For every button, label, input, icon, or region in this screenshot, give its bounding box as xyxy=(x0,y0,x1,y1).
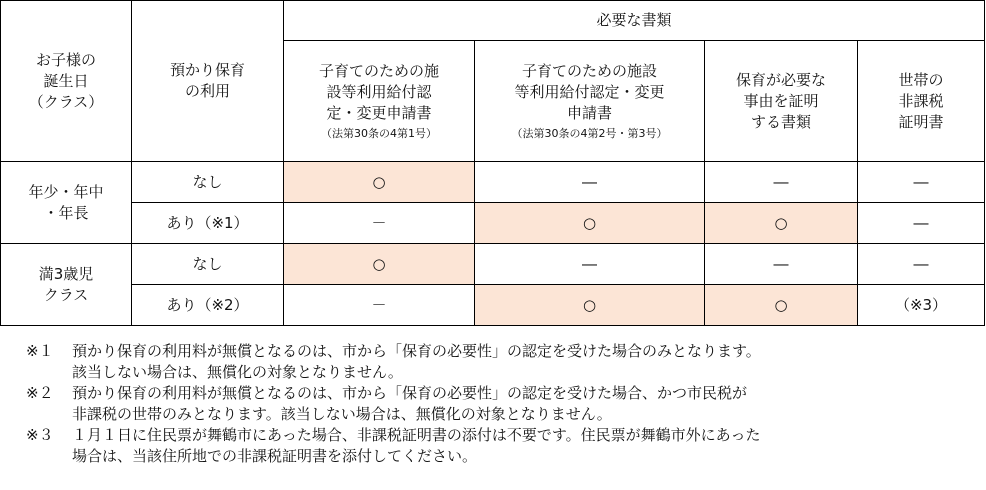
footnote-text: 預かり保育の利用料が無償となるのは、市から「保育の必要性」の認定を受けた場合のみとなります。 該当しない場合は、無償化の対象となりません。 xyxy=(72,342,761,381)
header-doc-tax-exempt-certificate: 世帯の 非課税 証明書 xyxy=(858,41,985,162)
header-birthday-class: お子様の 誕生日 （クラス） xyxy=(1,1,132,162)
footnote-mark: ※２ xyxy=(26,384,54,402)
table-row xyxy=(1,285,985,326)
footnote-text: １月１日に住民票が舞鶴市にあった場合、非課税証明書の添付は不要です。住民票が舞鶴市外にあった 場合は、当該住所地での非課税証明書を添付してください。 xyxy=(72,426,761,465)
table-row xyxy=(1,162,985,203)
table-row xyxy=(1,244,985,285)
cell-doc2: ○ xyxy=(475,285,705,326)
cell-care: あり（※2） xyxy=(132,285,284,326)
footnote-2 xyxy=(26,383,976,425)
cell-doc1: ○ xyxy=(284,162,475,203)
cell-doc4: ― xyxy=(858,244,985,285)
cell-doc1: － xyxy=(284,203,475,244)
footnotes xyxy=(26,341,976,467)
header-doc-application-2 xyxy=(475,41,705,162)
cell-doc1: ○ xyxy=(284,244,475,285)
footnote-mark: ※１ xyxy=(26,342,54,360)
cell-doc3: ○ xyxy=(705,203,858,244)
header-doc-application-1-main: 子育てのための施 設等利用給付認 定・変更申請書 xyxy=(318,61,439,122)
cell-doc4: ― xyxy=(858,162,985,203)
cell-doc3: ― xyxy=(705,162,858,203)
header-required-documents: 必要な書類 xyxy=(284,1,985,41)
header-doc-application-2-main: 子育てのための施設 等利用給付認定・変更 申請書 xyxy=(514,61,665,122)
header-doc-care-need-proof: 保育が必要な 事由を証明 する書類 xyxy=(705,41,858,162)
cell-care: なし xyxy=(132,244,284,285)
group-label-man3: 満3歳児 クラス xyxy=(1,244,132,326)
group-label-nenshou: 年少・年中 ・年長 xyxy=(1,162,132,244)
cell-doc4: ― xyxy=(858,203,985,244)
cell-care: あり（※1） xyxy=(132,203,284,244)
cell-doc3: ○ xyxy=(705,285,858,326)
cell-doc3: ― xyxy=(705,244,858,285)
cell-doc2: ― xyxy=(475,244,705,285)
cell-care: なし xyxy=(132,162,284,203)
footnote-text: 預かり保育の利用料が無償となるのは、市から「保育の必要性」の認定を受けた場合、かつ市民税が 非課税の世帯のみとなります。該当しない場合は、無償化の対象となりません。 xyxy=(72,384,748,423)
header-doc-application-1 xyxy=(284,41,475,162)
cell-doc2: ○ xyxy=(475,203,705,244)
footnote-1 xyxy=(26,341,976,383)
footnote-mark: ※３ xyxy=(26,426,54,444)
footnote-3 xyxy=(26,425,976,467)
cell-doc2: ― xyxy=(475,162,705,203)
header-doc-application-2-sub: （法第30条の4第2号・第3号） xyxy=(511,126,668,140)
table-row xyxy=(1,203,985,244)
cell-doc1: － xyxy=(284,285,475,326)
header-care-usage: 預かり保育 の利用 xyxy=(132,1,284,162)
header-doc-application-1-sub: （法第30条の4第1号） xyxy=(321,126,437,140)
cell-doc4: （※3） xyxy=(858,285,985,326)
